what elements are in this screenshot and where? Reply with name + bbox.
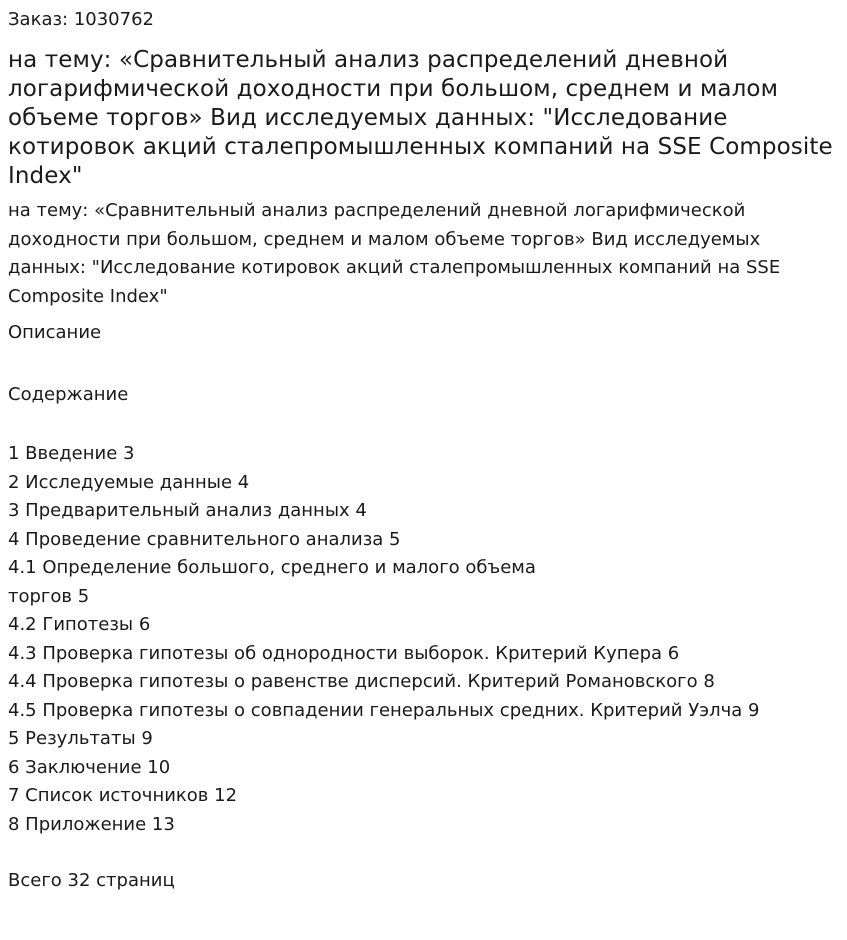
toc-item: 7 Список источников 12 — [8, 785, 238, 806]
toc-item: 4.3 Проверка гипотезы об однородности выборок. Критерий Купера 6 — [8, 642, 680, 664]
toc-item: 4.4 Проверка гипотезы о равенстве дисперсий. Критерий Романовского 8 — [8, 671, 715, 692]
order-number: Заказ: 1030762 — [8, 9, 154, 30]
toc-item: 3 Предварительный анализ данных 4 — [8, 500, 367, 521]
toc-item: 4 Проведение сравнительного анализа 5 — [8, 528, 401, 550]
toc-item: 6 Заключение 10 — [8, 756, 171, 778]
description-heading: Описание — [8, 322, 102, 343]
toc-item: 4.1 Определение большого, среднего и малого объема — [8, 557, 536, 578]
contents-heading: Содержание — [8, 384, 129, 405]
toc-item: 5 Результаты 9 — [8, 728, 153, 749]
toc-item: торгов 5 — [8, 585, 90, 607]
total-pages: Всего 32 страниц — [8, 870, 175, 891]
toc-item: 4.2 Гипотезы 6 — [8, 614, 151, 635]
document-subtitle: на тему: «Сравнительный анализ распределений дневной логарифмической доходности при большом, среднем и малом объеме торгов» Вид исследуемых данных: "Исследование котировок акций сталепромышленных компаний на SSE Composite Index" — [8, 200, 781, 307]
document-title: на тему: «Сравнительный анализ распределений дневной логарифмической доходности при большом, среднем и малом объеме торгов» Вид исследуемых данных: "Исследование котировок акций сталепромышленных компаний на SSE Composite Index" — [8, 47, 833, 189]
toc-item: 8 Приложение 13 — [8, 813, 175, 835]
toc-item: 4.5 Проверка гипотезы о совпадении генеральных средних. Критерий Уэлча 9 — [8, 699, 760, 721]
table-of-contents — [8, 440, 839, 839]
toc-item: 2 Исследуемые данные 4 — [8, 471, 250, 493]
toc-item: 1 Введение 3 — [8, 443, 135, 464]
